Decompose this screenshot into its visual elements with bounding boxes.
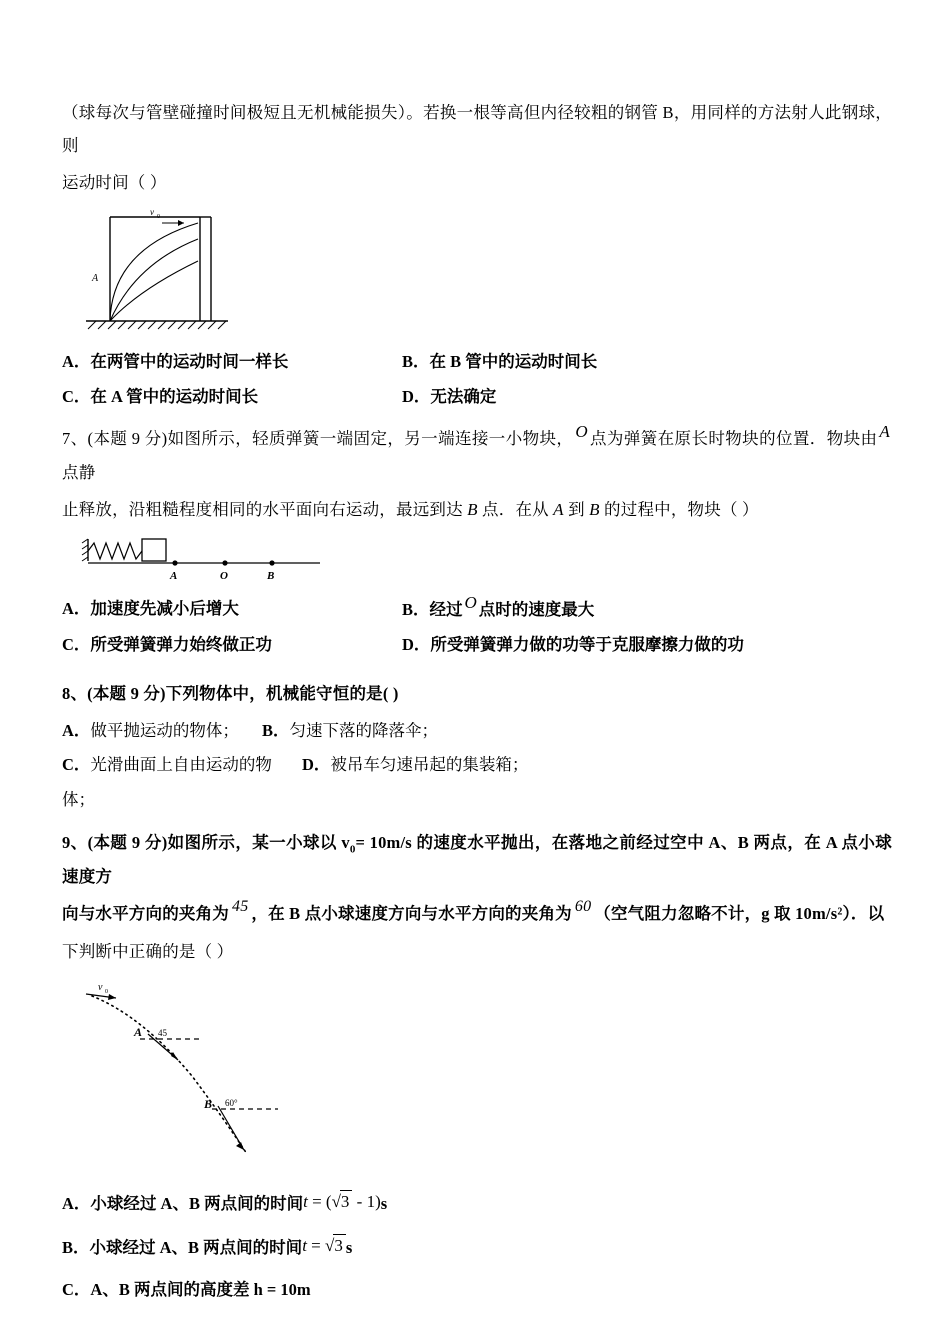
q6-option-b bbox=[402, 345, 892, 380]
q6-option-d-text: 无法确定 bbox=[430, 386, 497, 406]
q7-stem-d: 止释放，沿粗糙程度相同的水平面向右运动，最远到达 bbox=[62, 500, 468, 520]
q8-option-d-text: 被吊车匀速吊起的集装箱； bbox=[330, 755, 529, 775]
q7-stem-line-2 bbox=[62, 493, 892, 527]
q7-stem-e: 点．在从 bbox=[477, 500, 554, 520]
q6-option-b-text: 在 B 管中的运动时间长 bbox=[429, 352, 598, 371]
q7-var-b2: B bbox=[589, 500, 600, 520]
q7-stem-f: 到 bbox=[563, 500, 590, 520]
q9-option-a bbox=[62, 1182, 892, 1226]
q9-option-b-unit: s bbox=[345, 1238, 353, 1258]
q7-stem-g: 的过程中，物块（ ） bbox=[599, 500, 759, 520]
q7-option-b-key: B． bbox=[402, 600, 430, 620]
q6-option-c bbox=[62, 380, 402, 415]
q7-stem-b: 点为弹簧在原长时物块的位置．物块由 bbox=[589, 429, 878, 449]
q7-option-c-text: 所受弹簧弹力始终做正功 bbox=[90, 634, 272, 654]
q7-stem-line-1 bbox=[62, 422, 892, 489]
q7-var-a: A bbox=[879, 422, 891, 442]
q9-stem-a2: = 10m/s 的速度水平抛出，在落地之前经过空中 A、B 两点，在 A 点小球速度方 bbox=[62, 832, 892, 886]
q8-option-c-key: C． bbox=[62, 755, 91, 775]
q6-option-d-key: D． bbox=[402, 386, 431, 406]
q8-option-a-key: A． bbox=[62, 720, 91, 740]
q6-options-row-1 bbox=[62, 345, 892, 380]
q8-option-a-text: 做平抛运动的物体； bbox=[90, 720, 239, 740]
q8-options-row-1 bbox=[62, 714, 892, 749]
q7-option-b-var: O bbox=[464, 593, 477, 613]
q9-stem-line-1 bbox=[62, 826, 892, 893]
figure2-label-b: B bbox=[267, 570, 275, 583]
q9-option-a-key: A． bbox=[62, 1193, 91, 1213]
figure-inclined-tube bbox=[80, 209, 270, 339]
q8-option-a bbox=[62, 714, 262, 749]
q9-stem-c: ，在 B 点小球速度方向与水平方向的夹角为 bbox=[251, 903, 572, 923]
figure1-label-a: A bbox=[92, 273, 99, 284]
q7-var-o: O bbox=[575, 422, 588, 442]
q9-option-a-unit: s bbox=[380, 1193, 388, 1213]
q9-stem-line-2 bbox=[62, 897, 892, 931]
q9-option-c-key: C． bbox=[62, 1280, 91, 1300]
q6-option-a bbox=[62, 345, 402, 380]
q7-option-a-text: 加速度先减小后增大 bbox=[90, 599, 239, 619]
q8-option-c bbox=[62, 748, 302, 817]
figure3-label-a: A bbox=[134, 1024, 143, 1039]
figure1-label-v: v bbox=[150, 209, 154, 217]
q6-option-c-key: C． bbox=[62, 386, 91, 406]
q8-stem: 8、(本题 9 分)下列物体中，机械能守恒的是( ) bbox=[62, 683, 399, 703]
q7-option-b-pre: 经过 bbox=[429, 600, 463, 620]
figure2-label-o: O bbox=[220, 570, 228, 583]
q9-option-b-key: B． bbox=[62, 1238, 90, 1258]
figure2-label-a: A bbox=[170, 570, 178, 583]
q6-options-row-2 bbox=[62, 380, 892, 415]
q9-option-b-row bbox=[62, 1226, 892, 1270]
q9-option-a-row bbox=[62, 1182, 892, 1226]
document-content bbox=[62, 96, 892, 1310]
q8-option-d bbox=[302, 748, 892, 817]
figure3-label-v0-sub: 0 bbox=[105, 988, 108, 995]
q9-angle-a: 45 bbox=[232, 897, 249, 915]
q8-option-c-text: 光滑曲面上自由运动的物体； bbox=[62, 755, 272, 809]
q9-option-b-math: t = √3 bbox=[302, 1224, 346, 1268]
intro-line-2: 运动时间（ ） bbox=[62, 173, 167, 192]
q7-option-c bbox=[62, 628, 402, 663]
q7-option-b-post: 点时的速度最大 bbox=[478, 600, 595, 620]
q9-option-c-text: A、B 两点间的高度差 h = 10m bbox=[90, 1280, 311, 1300]
q7-stem-a: 7、(本题 9 分)如图所示，轻质弹簧一端固定，另一端连接一小物块， bbox=[62, 429, 574, 449]
q6-option-c-text: 在 A 管中的运动时间长 bbox=[90, 386, 259, 406]
q8-option-b bbox=[262, 714, 892, 749]
q7-stem-c: 点静 bbox=[62, 463, 96, 483]
q7-option-d-key: D． bbox=[402, 634, 431, 654]
q9-option-b bbox=[62, 1226, 892, 1270]
q7-options-row-2 bbox=[62, 628, 892, 663]
q7-var-a2: A bbox=[553, 500, 564, 520]
q7-option-d bbox=[402, 628, 892, 663]
q6-option-a-text: 在两管中的运动时间一样长 bbox=[90, 352, 289, 371]
q9-option-b-text: 小球经过 A、B 两点间的时间 bbox=[89, 1238, 303, 1258]
q6-option-b-key: B． bbox=[402, 352, 430, 371]
q9-stem-line-3: 下判断中正确的是（ ） bbox=[62, 941, 234, 961]
q8-option-d-key: D． bbox=[302, 755, 331, 775]
q7-option-a-key: A． bbox=[62, 599, 91, 619]
q8-option-b-key: B． bbox=[262, 720, 290, 740]
figure3-label-v0: v bbox=[98, 981, 103, 993]
q7-option-d-text: 所受弹簧弹力做的功等于克服摩擦力做的功 bbox=[430, 634, 744, 654]
q9-stem-a-sub: 0 bbox=[349, 842, 356, 855]
q9-stem-d: （空气阻力忽略不计，g 取 10m/s²）．以 bbox=[594, 903, 885, 923]
q7-option-b bbox=[402, 592, 892, 628]
figure3-label-angle-a: 45 bbox=[158, 1027, 167, 1038]
q7-var-b: B bbox=[467, 500, 478, 520]
figure3-label-angle-b: 60° bbox=[225, 1097, 238, 1108]
figure-spring-block bbox=[80, 533, 340, 588]
q6-option-a-key: A． bbox=[62, 352, 91, 371]
q9-option-c bbox=[62, 1270, 892, 1310]
q9-stem-a: 9、(本题 9 分)如图所示，某一小球以 v bbox=[62, 832, 350, 852]
q9-option-a-text: 小球经过 A、B 两点间的时间 bbox=[90, 1193, 304, 1213]
q8-option-b-text: 匀速下落的降落伞； bbox=[289, 720, 439, 740]
q8-options-row-2 bbox=[62, 748, 892, 817]
intro-line-1: （球每次与管壁碰撞时间极短且无机械能损失）。若换一根等高但内径较粗的钢管 B，用同样的方法射人此钢球，则 bbox=[62, 103, 892, 155]
q9-option-c-row bbox=[62, 1270, 892, 1310]
figure1-label-v-sub: 0 bbox=[157, 214, 160, 220]
figure3-label-b: B bbox=[204, 1096, 213, 1111]
q7-option-c-key: C． bbox=[62, 634, 91, 654]
q7-options-row-1 bbox=[62, 592, 892, 628]
figure-projectile-trajectory bbox=[82, 976, 332, 1166]
q9-stem-b: 向与水平方向的夹角为 bbox=[62, 903, 229, 923]
q7-option-a bbox=[62, 592, 402, 628]
q9-option-a-math: t = (√3 - 1) bbox=[303, 1191, 381, 1211]
q9-angle-b: 60 bbox=[574, 897, 592, 915]
q6-option-d bbox=[402, 380, 892, 415]
